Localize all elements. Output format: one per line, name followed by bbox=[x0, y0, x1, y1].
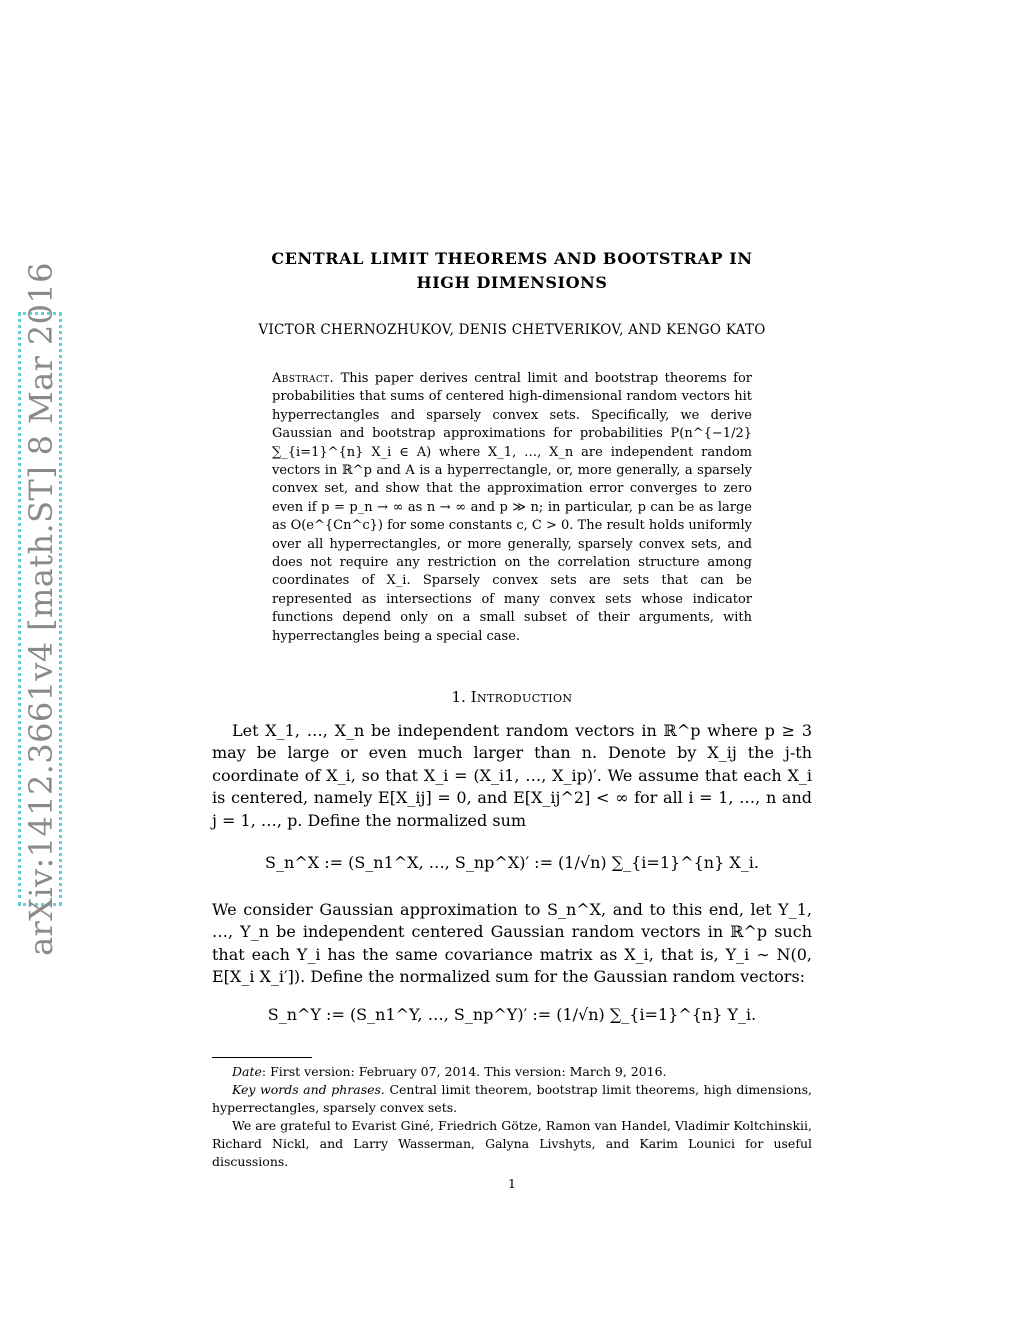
arxiv-identifier[interactable]: arXiv:1412.3661v4 [math.ST] 8 Mar 2016 bbox=[22, 262, 60, 956]
footnote-date bbox=[212, 1063, 812, 1081]
title-line-1: CENTRAL LIMIT THEOREMS AND BOOTSTRAP IN bbox=[271, 249, 753, 268]
date-label: Date bbox=[232, 1064, 262, 1079]
abstract bbox=[272, 370, 752, 646]
author-list: VICTOR CHERNOZHUKOV, DENIS CHETVERIKOV, AND KENGO KATO bbox=[258, 322, 766, 338]
title-line-2: HIGH DIMENSIONS bbox=[416, 273, 608, 292]
paper-title bbox=[212, 247, 812, 295]
footnote-keywords bbox=[212, 1081, 812, 1117]
section-number: 1. bbox=[451, 688, 466, 706]
abstract-label: Abstract. bbox=[272, 371, 335, 386]
page-number: 1 bbox=[508, 1176, 516, 1191]
footnote-acknowledgement: We are grateful to Evarist Giné, Friedrich Götze, Ramon van Handel, Vladimir Koltchinskii, Richard Nickl, and Larry Wasserman, Galyna Livshyts, and Karim Lounici for useful discussions. bbox=[212, 1118, 812, 1169]
section-heading bbox=[212, 688, 812, 706]
keywords-text: Central limit theorem, bootstrap limit theorems, high dimensions, hyperrectangles, sparsely convex sets. bbox=[212, 1082, 812, 1115]
intro-paragraph-1: Let X_1, …, X_n be independent random vectors in ℝ^p where p ≥ 3 may be large or even much larger than n. Denote by X_ij the j-th coordinate of X_i, so that X_i = (X_i1, …, X_ip)′. We assume that each X_i is centered, namely E[X_ij] = 0, and E[X_ij^2] < ∞ for all i = 1, …, n and j = 1, …, p. Define the normalized sum bbox=[212, 721, 812, 830]
footnotes bbox=[212, 1063, 812, 1171]
keywords-label: Key words and phrases. bbox=[232, 1082, 385, 1097]
date-text: : First version: February 07, 2014. This version: March 9, 2016. bbox=[261, 1064, 667, 1079]
section-title: Introduction bbox=[470, 688, 573, 706]
equation-sum-x: S_n^X := (S_n1^X, …, S_np^X)′ := (1/√n) ∑_{i=1}^{n} X_i. bbox=[265, 852, 759, 872]
footnote-divider bbox=[212, 1057, 312, 1058]
intro-paragraph-2: We consider Gaussian approximation to S_n^X, and to this end, let Y_1, …, Y_n be independent centered Gaussian random vectors in ℝ^p such that each Y_i has the same covariance matrix as X_i, that is, Y_i ∼ N(0, E[X_i X_i′]). Define the normalized sum for the Gaussian random vectors: bbox=[212, 900, 812, 987]
abstract-text: This paper derives central limit and bootstrap theorems for probabilities that sums of centered high-dimensional random vectors hit hyperrectangles and sparsely convex sets. Specifically, we derive Gaussian and bootstrap approximations for probabilities P(n^{−1/2} ∑_{i=1}^{n} X_i ∈ A) where X_1, …, X_n are independent random vectors in ℝ^p and A is a hyperrectangle, or, more generally, a sparsely convex set, and show that the approximation error converges to zero even if p = p_n → ∞ as n → ∞ and p ≫ n; in particular, p can be as large as O(e^{Cn^c}) for some constants c, C > 0. The result holds uniformly over all hyperrectangles, or more generally, sparsely convex sets, and does not require any restriction on the correlation structure among coordinates of X_i. Sparsely convex sets are sets that can be represented as intersections of many convex sets whose indicator functions depend only on a small subset of their arguments, with hyperrectangles being a special case. bbox=[272, 371, 753, 644]
equation-sum-y: S_n^Y := (S_n1^Y, …, S_np^Y)′ := (1/√n) ∑_{i=1}^{n} Y_i. bbox=[267, 1004, 757, 1024]
